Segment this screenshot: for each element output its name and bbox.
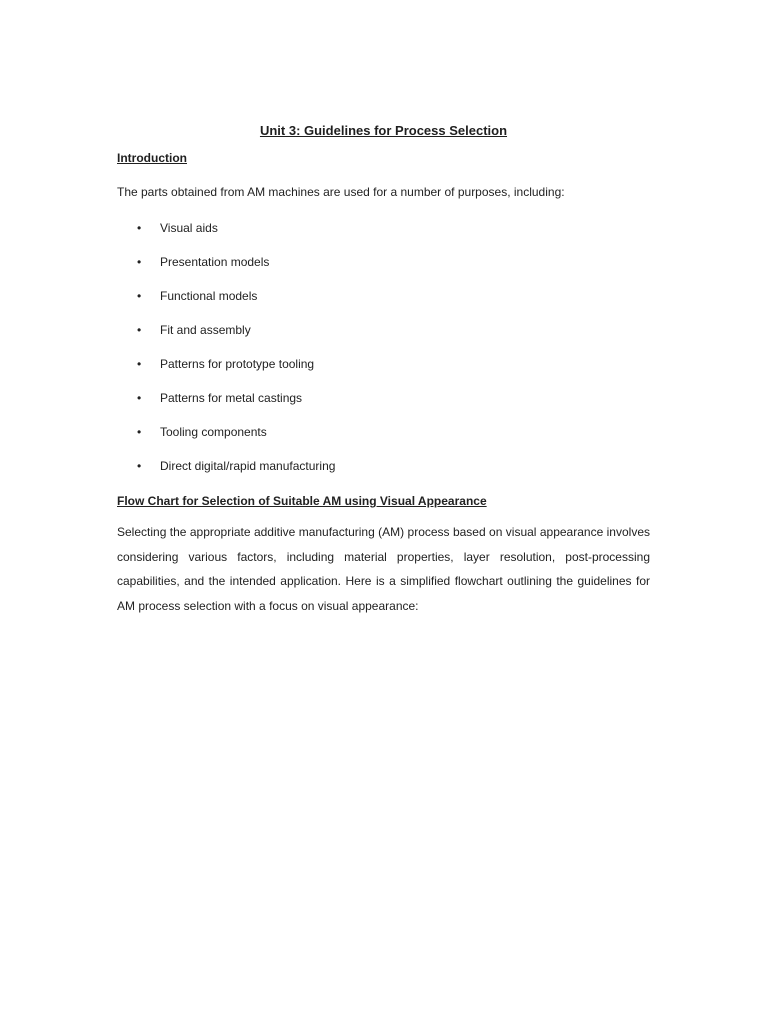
list-item-text: Direct digital/rapid manufacturing: [160, 459, 336, 473]
list-item: [117, 423, 650, 441]
list-item: [117, 253, 650, 271]
list-item-text: Patterns for metal castings: [160, 391, 303, 405]
list-item: [117, 389, 650, 407]
list-item: [117, 219, 650, 237]
flowchart-paragraph: Selecting the appropriate additive manufacturing (AM) process based on visual appearance involves considering various factors, including material properties, layer resolution, post-processing capabilities, and the intended application. Here is a simplified flowchart outlining the guidelines for AM process selection with a focus on visual appearance:: [117, 525, 650, 613]
bullet-icon: •: [137, 323, 142, 337]
list-item-text: Visual aids: [160, 221, 218, 235]
list-item: [117, 287, 650, 305]
intro-paragraph: The parts obtained from AM machines are used for a number of purposes, including:: [117, 185, 565, 199]
bullet-icon: •: [137, 221, 142, 235]
bullet-icon: •: [137, 255, 142, 269]
list-item: [117, 457, 650, 475]
bullet-icon: •: [137, 391, 142, 405]
bullet-icon: •: [137, 357, 142, 371]
list-item-text: Fit and assembly: [160, 323, 251, 337]
list-item-text: Presentation models: [160, 255, 270, 269]
flowchart-heading: Flow Chart for Selection of Suitable AM using Visual Appearance: [117, 494, 487, 508]
list-item: [117, 321, 650, 339]
document-content: [117, 121, 650, 618]
list-item-text: Functional models: [160, 289, 258, 303]
introduction-heading: Introduction: [117, 151, 187, 165]
bullet-icon: •: [137, 459, 142, 473]
list-item-text: Tooling components: [160, 425, 267, 439]
list-item: [117, 355, 650, 373]
bullet-icon: •: [137, 425, 142, 439]
purpose-list: [117, 219, 650, 475]
list-item-text: Patterns for prototype tooling: [160, 357, 315, 371]
bullet-icon: •: [137, 289, 142, 303]
document-title: Unit 3: Guidelines for Process Selection: [259, 123, 508, 138]
